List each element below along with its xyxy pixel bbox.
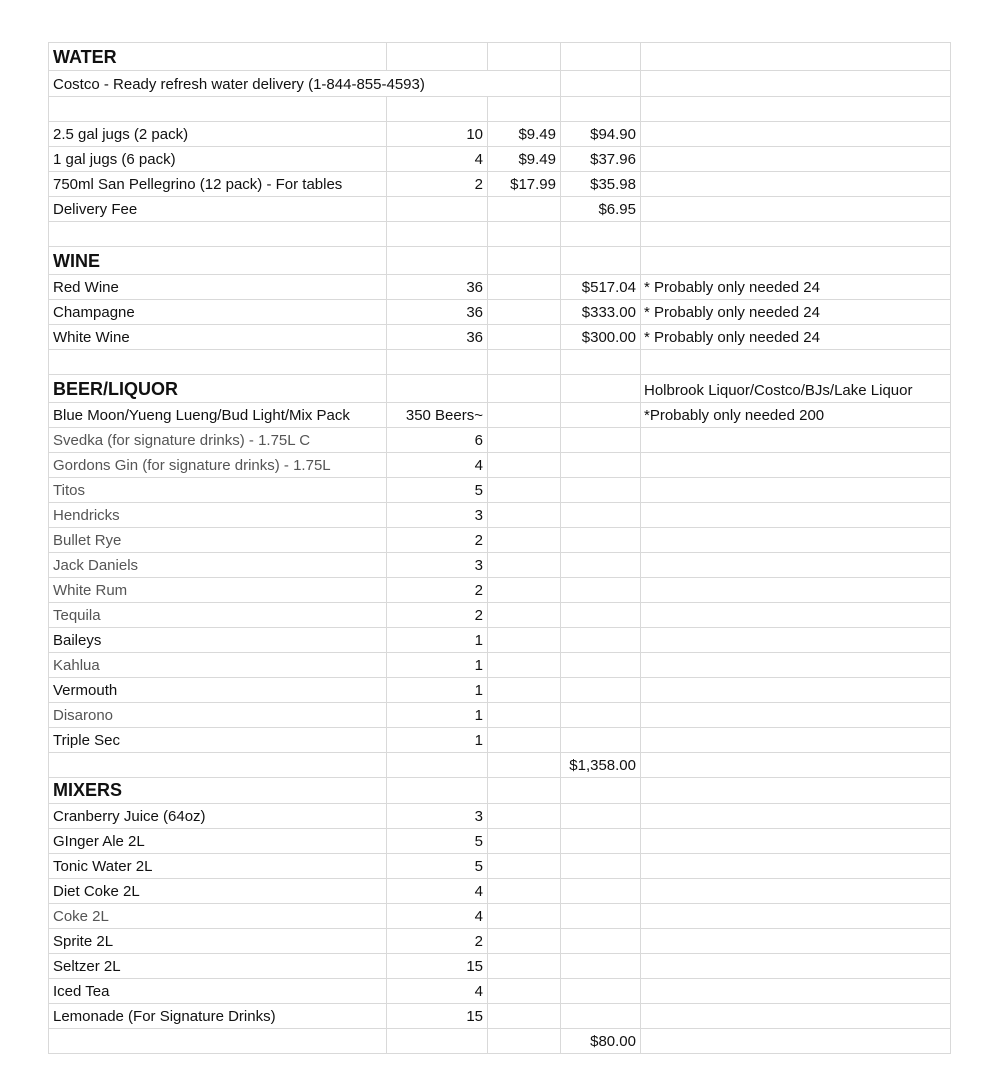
unit-price-cell[interactable]: $9.49 <box>488 147 561 172</box>
item-name-cell[interactable]: Gordons Gin (for signature drinks) - 1.75L <box>49 453 387 478</box>
section-header-row <box>49 247 951 275</box>
table-row <box>49 703 951 728</box>
item-name-cell[interactable]: Champagne <box>49 300 387 325</box>
qty-cell[interactable]: 1 <box>387 678 488 703</box>
qty-cell[interactable]: 2 <box>387 578 488 603</box>
subtotal-row <box>49 1029 951 1054</box>
table-row <box>49 197 951 222</box>
qty-cell[interactable]: 10 <box>387 122 488 147</box>
item-name-cell[interactable]: 1 gal jugs (6 pack) <box>49 147 387 172</box>
item-name-cell[interactable]: Seltzer 2L <box>49 954 387 979</box>
table-row <box>49 71 951 97</box>
qty-cell[interactable]: 2 <box>387 929 488 954</box>
unit-price-cell[interactable]: $17.99 <box>488 172 561 197</box>
subtotal-row <box>49 753 951 778</box>
spreadsheet-table <box>48 42 951 1054</box>
section-header-row <box>49 43 951 71</box>
table-row <box>49 678 951 703</box>
qty-cell[interactable]: 36 <box>387 275 488 300</box>
qty-cell[interactable]: 2 <box>387 172 488 197</box>
item-name-cell[interactable]: Triple Sec <box>49 728 387 753</box>
qty-cell[interactable]: 5 <box>387 854 488 879</box>
table-row <box>49 325 951 350</box>
section-header-mixers[interactable]: MIXERS <box>49 778 387 804</box>
item-name-cell[interactable]: Kahlua <box>49 653 387 678</box>
mixers-total-cell[interactable]: $80.00 <box>561 1029 641 1054</box>
item-name-cell[interactable]: Iced Tea <box>49 979 387 1004</box>
item-name-cell[interactable]: Disarono <box>49 703 387 728</box>
qty-cell[interactable]: 36 <box>387 300 488 325</box>
item-name-cell[interactable]: Bullet Rye <box>49 528 387 553</box>
section-header-row <box>49 778 951 804</box>
total-cell[interactable]: $6.95 <box>561 197 641 222</box>
qty-cell[interactable]: 4 <box>387 147 488 172</box>
table-row <box>49 578 951 603</box>
water-vendor-cell[interactable]: Costco - Ready refresh water delivery (1-844-855-4593) <box>49 71 561 97</box>
qty-cell[interactable]: 1 <box>387 703 488 728</box>
item-name-cell[interactable]: Cranberry Juice (64oz) <box>49 804 387 829</box>
table-row <box>49 728 951 753</box>
item-name-cell[interactable]: Lemonade (For Signature Drinks) <box>49 1004 387 1029</box>
table-row <box>49 653 951 678</box>
item-name-cell[interactable]: Jack Daniels <box>49 553 387 578</box>
total-cell[interactable]: $35.98 <box>561 172 641 197</box>
table-row <box>49 122 951 147</box>
item-name-cell[interactable]: White Wine <box>49 325 387 350</box>
qty-cell[interactable]: 5 <box>387 478 488 503</box>
section-header-row <box>49 375 951 403</box>
table-row <box>49 553 951 578</box>
table-row <box>49 603 951 628</box>
item-name-cell[interactable]: Vermouth <box>49 678 387 703</box>
item-name-cell[interactable]: Baileys <box>49 628 387 653</box>
section-header-water[interactable]: WATER <box>49 43 387 71</box>
total-cell[interactable]: $37.96 <box>561 147 641 172</box>
total-cell[interactable]: $94.90 <box>561 122 641 147</box>
table-row <box>49 453 951 478</box>
qty-cell[interactable]: 4 <box>387 879 488 904</box>
table-row <box>49 829 951 854</box>
empty-row <box>49 350 951 375</box>
qty-cell[interactable]: 1 <box>387 628 488 653</box>
empty-row <box>49 222 951 247</box>
table-row <box>49 528 951 553</box>
table-row <box>49 628 951 653</box>
empty-row <box>49 97 951 122</box>
item-name-cell[interactable]: Sprite 2L <box>49 929 387 954</box>
table-row <box>49 428 951 453</box>
table-row <box>49 854 951 879</box>
qty-cell[interactable]: 15 <box>387 954 488 979</box>
qty-cell[interactable]: 4 <box>387 453 488 478</box>
table-row <box>49 804 951 829</box>
item-name-cell[interactable]: GInger Ale 2L <box>49 829 387 854</box>
qty-cell[interactable]: 5 <box>387 829 488 854</box>
total-cell[interactable]: $517.04 <box>561 275 641 300</box>
qty-cell[interactable]: 1 <box>387 728 488 753</box>
note-cell[interactable]: *Probably only needed 200 <box>641 403 951 428</box>
note-cell[interactable]: * Probably only needed 24 <box>641 325 951 350</box>
item-name-cell[interactable]: Coke 2L <box>49 904 387 929</box>
vendor-note-cell[interactable]: Holbrook Liquor/Costco/BJs/Lake Liquor <box>641 375 951 403</box>
table-row <box>49 979 951 1004</box>
table-row <box>49 478 951 503</box>
unit-price-cell[interactable]: $9.49 <box>488 122 561 147</box>
qty-cell[interactable]: 350 Beers~ <box>387 403 488 428</box>
qty-cell[interactable]: 2 <box>387 603 488 628</box>
table-row <box>49 954 951 979</box>
item-name-cell[interactable]: 2.5 gal jugs (2 pack) <box>49 122 387 147</box>
qty-cell[interactable]: 3 <box>387 503 488 528</box>
qty-cell[interactable]: 3 <box>387 553 488 578</box>
table-row <box>49 1004 951 1029</box>
total-cell[interactable]: $333.00 <box>561 300 641 325</box>
item-name-cell[interactable]: Blue Moon/Yueng Lueng/Bud Light/Mix Pack <box>49 403 387 428</box>
item-name-cell[interactable]: Delivery Fee <box>49 197 387 222</box>
item-name-cell[interactable]: Tequila <box>49 603 387 628</box>
item-name-cell[interactable]: Red Wine <box>49 275 387 300</box>
item-name-cell[interactable]: Svedka (for signature drinks) - 1.75L C <box>49 428 387 453</box>
item-name-cell[interactable]: Diet Coke 2L <box>49 879 387 904</box>
note-cell[interactable]: * Probably only needed 24 <box>641 275 951 300</box>
table-row <box>49 929 951 954</box>
section-header-wine[interactable]: WINE <box>49 247 387 275</box>
item-name-cell[interactable]: Hendricks <box>49 503 387 528</box>
qty-cell[interactable]: 4 <box>387 979 488 1004</box>
item-name-cell[interactable]: Tonic Water 2L <box>49 854 387 879</box>
qty-cell[interactable]: 1 <box>387 653 488 678</box>
qty-cell[interactable]: 4 <box>387 904 488 929</box>
table-row <box>49 403 951 428</box>
total-cell[interactable]: $300.00 <box>561 325 641 350</box>
table-row <box>49 275 951 300</box>
note-cell[interactable]: * Probably only needed 24 <box>641 300 951 325</box>
table-row <box>49 879 951 904</box>
item-name-cell[interactable]: White Rum <box>49 578 387 603</box>
table-row <box>49 300 951 325</box>
beer-liquor-total-cell[interactable]: $1,358.00 <box>561 753 641 778</box>
item-name-cell[interactable]: Titos <box>49 478 387 503</box>
section-header-beer-liquor[interactable]: BEER/LIQUOR <box>49 375 387 403</box>
qty-cell[interactable]: 2 <box>387 528 488 553</box>
table-row <box>49 904 951 929</box>
item-name-cell[interactable]: 750ml San Pellegrino (12 pack) - For tables <box>49 172 387 197</box>
qty-cell[interactable]: 15 <box>387 1004 488 1029</box>
table-row <box>49 172 951 197</box>
table-row <box>49 147 951 172</box>
qty-cell[interactable]: 3 <box>387 804 488 829</box>
qty-cell[interactable]: 36 <box>387 325 488 350</box>
qty-cell[interactable]: 6 <box>387 428 488 453</box>
table-row <box>49 503 951 528</box>
